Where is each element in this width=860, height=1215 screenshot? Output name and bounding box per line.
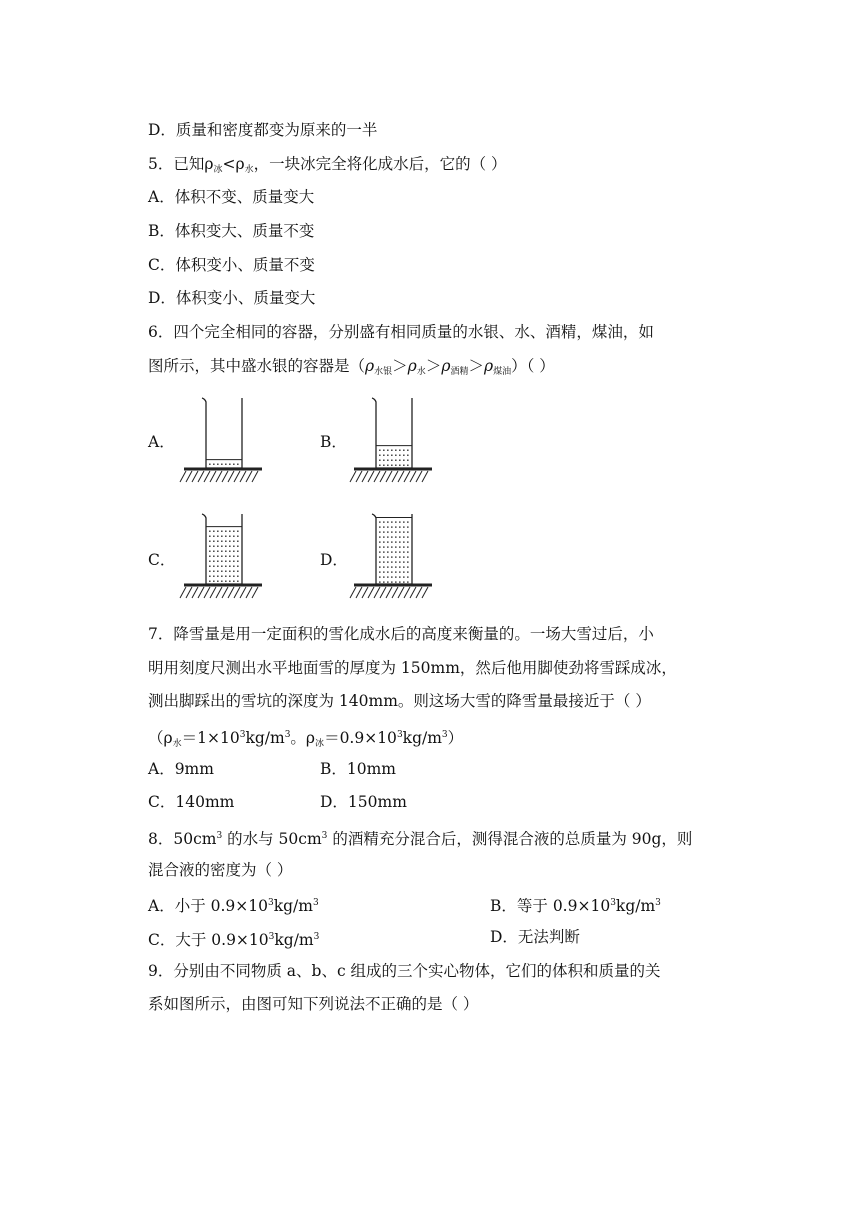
q8-c-sup: 3 <box>268 932 275 942</box>
beaker-b-figure <box>352 392 434 490</box>
q7-stem-line1: 7．降雪量是用一定面积的雪化成水后的高度来衡量的。一场大雪过后，小 <box>148 625 654 643</box>
q7-l4e: ＝0.9×10 <box>324 729 397 747</box>
q8-a-text: A．小于 0.9×10 <box>148 897 268 915</box>
q6-line2-post: ）（ ） <box>511 357 555 375</box>
figure-label-d: D． <box>320 551 348 569</box>
ground-hatching <box>180 587 258 598</box>
q5-stem-sub1: 冰 <box>213 165 223 175</box>
q7-option-d: D．150mm <box>320 793 407 811</box>
q7-l4g: ） <box>447 729 464 747</box>
gt-symbol: ＞ <box>392 357 408 375</box>
q7-l4d: 。ρ <box>290 729 316 747</box>
q5-stem-sub2: 水 <box>244 165 254 175</box>
q7-l4-sup1: 3 <box>239 730 246 740</box>
beaker-a-figure <box>182 392 264 490</box>
gt-symbol: ＞ <box>468 357 484 375</box>
rho-symbol: ρ <box>365 357 375 375</box>
q9-stem-line2: 系如图所示，由图可知下列说法不正确的是（ ） <box>148 995 479 1013</box>
q6-sub-mercury: 水银 <box>374 367 393 377</box>
q8-option-d: D．无法判断 <box>490 928 580 946</box>
beaker-outline <box>202 398 242 468</box>
q8-c-unit: kg/m <box>274 931 314 949</box>
q6-sub-alcohol: 酒精 <box>450 367 469 377</box>
q8-l1c: 的酒精充分混合后，测得混合液的总质量为 90g，则 <box>327 830 693 848</box>
q8-c-sup2: 3 <box>313 932 320 942</box>
q8-c-text: C．大于 0.9×10 <box>148 931 269 949</box>
rho-symbol: ρ <box>407 357 417 375</box>
liquid <box>376 518 412 585</box>
figure-label-a: A． <box>148 433 175 451</box>
q8-a-unit: kg/m <box>273 897 313 915</box>
rho-symbol: ρ <box>483 357 494 375</box>
q7-stem-line2: 明用刻度尺测出水平地面雪的厚度为 150mm，然后他用脚使劲将雪踩成冰， <box>148 659 677 677</box>
q5-stem-mid: <ρ <box>222 155 245 173</box>
figure-label-b: B． <box>320 433 347 451</box>
q6-sub-water: 水 <box>416 367 426 377</box>
figure-label-c: C． <box>148 551 176 569</box>
q8-l1b: 的水与 50cm <box>222 830 322 848</box>
q8-option-c <box>148 927 319 950</box>
ground-hatching <box>350 471 428 482</box>
q8-l1-sup2: 3 <box>321 831 328 841</box>
q7-l4c: kg/m <box>245 729 285 747</box>
q6-sub-kerosene: 煤油 <box>493 367 512 377</box>
q7-stem-line3: 测出脚踩出的雪坑的深度为 140mm。则这场大雪的降雪量最接近于（ ） <box>148 692 651 710</box>
q6-line2-pre: 图所示，其中盛水银的容器是（ <box>148 357 366 375</box>
q6-stem-line1: 6．四个完全相同的容器，分别盛有相同质量的水银、水、酒精，煤油，如 <box>148 323 654 341</box>
q7-option-b: B．10mm <box>320 760 397 778</box>
q8-l1-sup1: 3 <box>216 831 223 841</box>
liquid <box>206 460 242 468</box>
q6-stem-line2 <box>148 356 555 382</box>
q7-l4a: （ρ <box>148 729 173 747</box>
q7-l4-sup3: 3 <box>396 730 403 740</box>
q7-l4-sub2: 冰 <box>315 739 325 749</box>
q7-option-c: C．140mm <box>148 793 235 811</box>
q7-l4b: ＝1×10 <box>181 729 240 747</box>
gt-symbol: ＞ <box>425 357 442 375</box>
q5-option-a: A．体积不变、质量变大 <box>148 188 315 206</box>
q8-l1a: 8．50cm <box>148 830 217 848</box>
q7-stem-line4 <box>148 725 463 754</box>
q8-stem-line2: 混合液的密度为（ ） <box>148 861 293 879</box>
rho-symbol: ρ <box>441 357 451 375</box>
q5-option-c: C．体积变小、质量不变 <box>148 256 315 274</box>
q8-option-b <box>490 893 661 916</box>
q9-stem-line1: 9．分别由不同物质 a、b、c 组成的三个实心物体，它们的体积和质量的关 <box>148 962 661 980</box>
q7-l4-sup2: 3 <box>284 730 291 740</box>
q8-b-text: B．等于 0.9×10 <box>490 897 611 915</box>
q7-l4f: kg/m <box>402 729 442 747</box>
q8-a-sup2: 3 <box>312 898 319 908</box>
q8-b-unit: kg/m <box>615 897 656 915</box>
q8-a-sup: 3 <box>267 898 274 908</box>
q7-l4-sup4: 3 <box>441 730 448 740</box>
q8-option-a <box>148 893 319 916</box>
ground-hatching <box>350 587 428 598</box>
q8-b-sup2: 3 <box>655 898 661 908</box>
q7-l4-sub1: 水 <box>172 739 182 749</box>
q4-option-d: D．质量和密度都变为原来的一半 <box>148 121 378 139</box>
q8-stem-line1 <box>148 826 692 849</box>
q5-stem-post: ，一块冰完全将化成水后，它的（ ） <box>253 155 507 173</box>
beaker-d-figure <box>352 508 434 606</box>
q8-b-sup: 3 <box>610 898 616 908</box>
q5-option-b: B．体积变大、质量不变 <box>148 222 315 240</box>
q5-stem <box>148 154 507 180</box>
q5-option-d: D．体积变小、质量变大 <box>148 289 316 307</box>
q5-stem-pre: 5．已知ρ <box>148 155 214 173</box>
beaker-c-figure <box>182 508 264 606</box>
q7-option-a: A．9mm <box>148 760 214 778</box>
ground-hatching <box>180 471 258 482</box>
liquid <box>376 446 412 468</box>
liquid <box>206 527 242 584</box>
